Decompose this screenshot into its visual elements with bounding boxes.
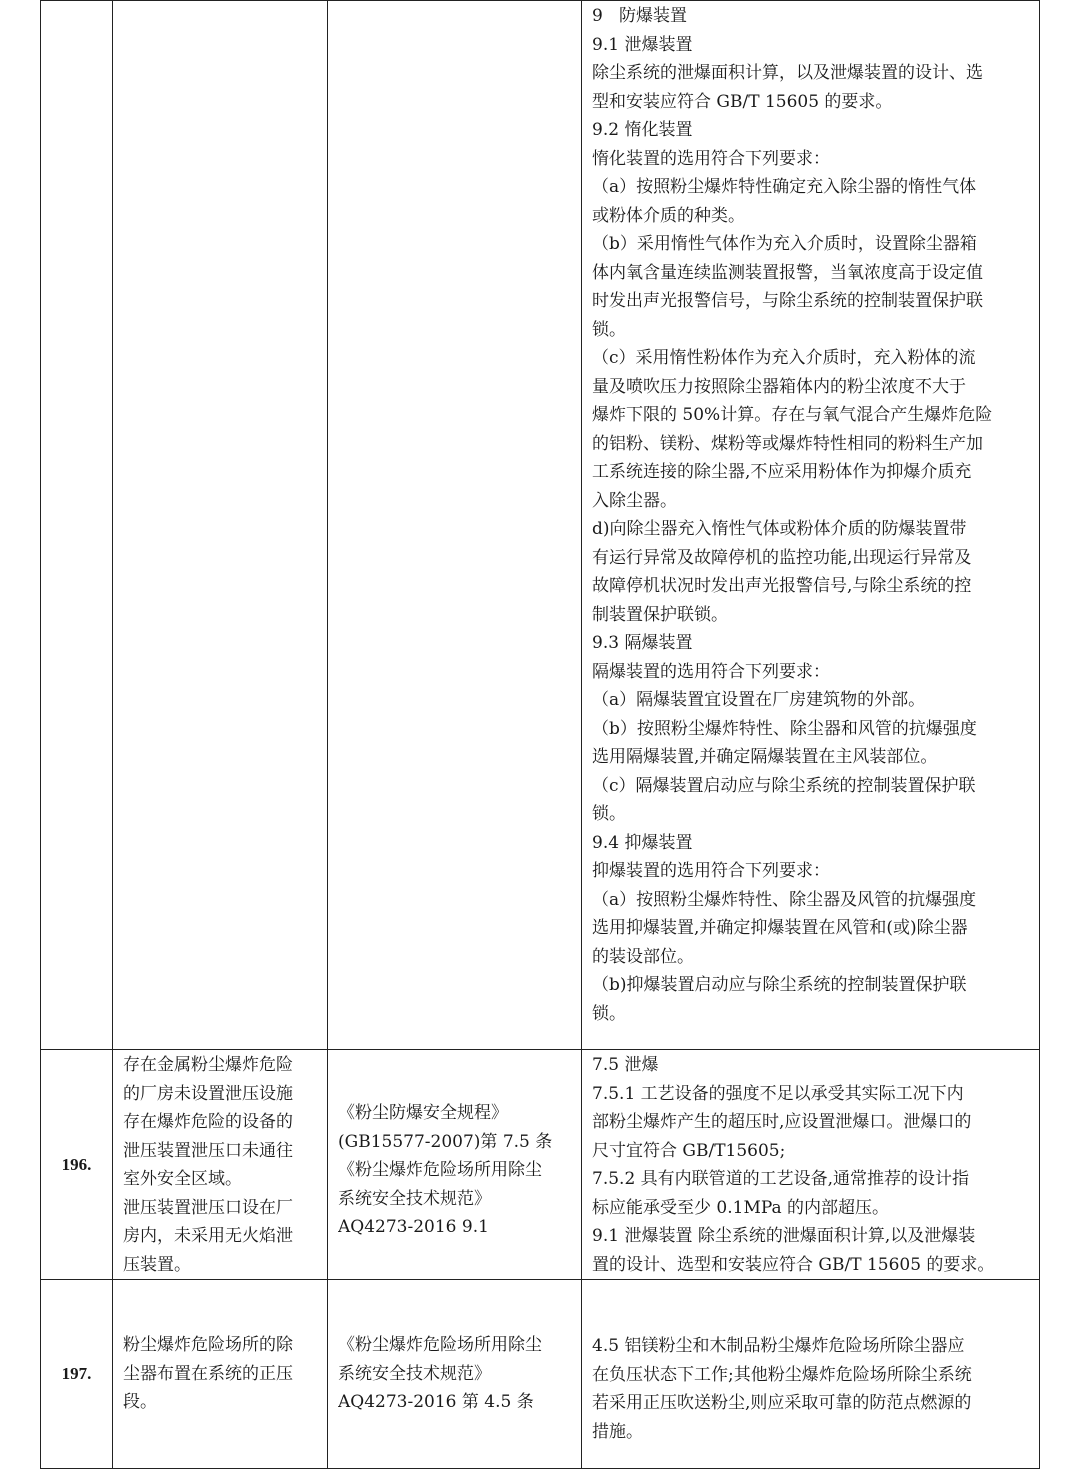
text-line: 抑爆装置的选用符合下列要求： bbox=[592, 861, 830, 881]
basis-cell bbox=[328, 1, 582, 1050]
text-line: 入除尘器。 bbox=[592, 490, 677, 511]
text-line: 选用抑爆装置,并确定抑爆装置在风管和(或)除尘器 bbox=[592, 918, 968, 938]
text-line: 存在爆炸危险的设备的 bbox=[123, 1112, 293, 1132]
text-line: 有运行异常及故障停机的监控功能,出现运行异常及 bbox=[592, 547, 972, 568]
text-line: 房内，未采用无火焰泄 bbox=[123, 1226, 293, 1246]
text-line: 《粉尘爆炸危险场所用除尘 bbox=[338, 1160, 542, 1181]
text-line: 的厂房未设置泄压设施 bbox=[123, 1083, 293, 1104]
text-line: 的装设部位。 bbox=[592, 946, 694, 967]
text-line: （b）采用惰性气体作为充入介质时，设置除尘器箱 bbox=[592, 234, 977, 254]
text-line: （a）按照粉尘爆炸特性、除尘器及风管的抗爆强度 bbox=[592, 889, 977, 910]
text-line: AQ4273-2016 第 4.5 条 bbox=[338, 1392, 534, 1413]
text-line: 泄压装置泄压口未通往 bbox=[123, 1140, 293, 1161]
text-line: 系统安全技术规范》 bbox=[338, 1363, 491, 1384]
text-line: 7.5 泄爆 bbox=[592, 1055, 659, 1075]
text-line: 在负压状态下工作;其他粉尘爆炸危险场所除尘系统 bbox=[592, 1364, 972, 1385]
table-row bbox=[41, 1280, 1040, 1469]
text-line: 惰化装置的选用符合下列要求： bbox=[592, 148, 830, 169]
row-number: 197. bbox=[41, 1280, 113, 1469]
text-line: d)向除尘器充入惰性气体或粉体介质的防爆装置带 bbox=[592, 519, 967, 539]
text-line: 故障停机状况时发出声光报警信号,与除尘系统的控 bbox=[592, 576, 972, 596]
regulation-table bbox=[40, 0, 1040, 1469]
standard-text bbox=[582, 1302, 1039, 1446]
text-line: （b）按照粉尘爆炸特性、除尘器和风管的抗爆强度 bbox=[592, 718, 977, 739]
text-line: 置的设计、选型和安装应符合 GB/T 15605 的要求。 bbox=[592, 1254, 995, 1275]
table-row bbox=[41, 1050, 1040, 1280]
text-line: （a）隔爆装置宜设置在厂房建筑物的外部。 bbox=[592, 690, 926, 710]
text-line: 9.1 泄爆装置 除尘系统的泄爆面积计算,以及泄爆装 bbox=[592, 1226, 976, 1246]
basis-cell bbox=[328, 1280, 582, 1469]
text-line: 9.3 隔爆装置 bbox=[592, 633, 693, 653]
text-line: 体内氧含量连续监测装置报警，当氧浓度高于设定值 bbox=[592, 262, 983, 283]
text-line: 隔爆装置的选用符合下列要求： bbox=[592, 661, 830, 682]
text-line: 7.5.1 工艺设备的强度不足以承受其实际工况下内 bbox=[592, 1083, 964, 1104]
hazard-text bbox=[113, 1050, 327, 1279]
hazard-cell bbox=[113, 1050, 328, 1280]
basis-text bbox=[328, 1331, 581, 1417]
text-line: 量及喷吹压力按照除尘器箱体内的粉尘浓度不大于 bbox=[592, 376, 966, 397]
text-line: (GB15577-2007)第 7.5 条 bbox=[338, 1131, 553, 1152]
row-number: 196. bbox=[41, 1050, 113, 1280]
hazard-cell bbox=[113, 1280, 328, 1469]
text-line: 标应能承受至少 0.1MPa 的内部超压。 bbox=[592, 1197, 890, 1218]
text-line: 型和安装应符合 GB/T 15605 的要求。 bbox=[592, 91, 893, 112]
standard-text bbox=[582, 1, 1039, 1028]
text-line: 室外安全区域。 bbox=[123, 1169, 242, 1189]
text-line: 段。 bbox=[123, 1392, 157, 1413]
text-line: 选用隔爆装置,并确定隔爆装置在主风装部位。 bbox=[592, 747, 938, 767]
text-line: 或粉体介质的种类。 bbox=[592, 205, 745, 226]
text-line: 系统安全技术规范》 bbox=[338, 1188, 491, 1209]
text-line: 9 防爆装置 bbox=[592, 6, 688, 26]
text-line: 锁。 bbox=[592, 319, 626, 340]
text-line: 若采用正压吹送粉尘,则应采取可靠的防范点燃源的 bbox=[592, 1393, 972, 1413]
text-line: 《粉尘爆炸危险场所用除尘 bbox=[338, 1335, 542, 1356]
hazard-cell bbox=[113, 1, 328, 1050]
hazard-text bbox=[113, 1331, 327, 1417]
text-line: 9.2 惰化装置 bbox=[592, 120, 693, 140]
text-line: 制装置保护联锁。 bbox=[592, 604, 728, 625]
text-line: 4.5 铝镁粉尘和木制品粉尘爆炸危险场所除尘器应 bbox=[592, 1336, 965, 1356]
standard-cell bbox=[582, 1280, 1040, 1469]
text-line: 9.1 泄爆装置 bbox=[592, 34, 693, 55]
text-line: 时发出声光报警信号，与除尘系统的控制装置保护联 bbox=[592, 291, 983, 311]
standard-cell bbox=[582, 1, 1040, 1050]
table-row bbox=[41, 1, 1040, 1050]
text-line: 工系统连接的除尘器,不应采用粉体作为抑爆介质充 bbox=[592, 462, 972, 482]
text-line: 爆炸下限的 50%计算。存在与氧气混合产生爆炸危险 bbox=[592, 405, 993, 425]
text-line: 措施。 bbox=[592, 1421, 643, 1442]
text-line: （c）隔爆装置启动应与除尘系统的控制装置保护联 bbox=[592, 775, 976, 796]
basis-text bbox=[328, 1087, 581, 1242]
text-line: 锁。 bbox=[592, 804, 626, 824]
text-line: 除尘系统的泄爆面积计算，以及泄爆装置的设计、选 bbox=[592, 63, 983, 83]
row-number bbox=[41, 1, 113, 1050]
text-line: 锁。 bbox=[592, 1003, 626, 1024]
text-line: （c）采用惰性粉体作为充入介质时，充入粉体的流 bbox=[592, 348, 976, 368]
text-line: 7.5.2 具有内联管道的工艺设备,通常推荐的设计指 bbox=[592, 1169, 970, 1189]
text-line: 压装置。 bbox=[123, 1254, 191, 1275]
text-line: AQ4273-2016 9.1 bbox=[338, 1217, 489, 1238]
text-line: 9.4 抑爆装置 bbox=[592, 832, 693, 853]
text-line: 泄压装置泄压口设在厂 bbox=[123, 1197, 293, 1218]
text-line: 尘器布置在系统的正压 bbox=[123, 1363, 293, 1384]
standard-cell bbox=[582, 1050, 1040, 1280]
standard-text bbox=[582, 1050, 1039, 1279]
text-line: 部粉尘爆炸产生的超压时,应设置泄爆口。泄爆口的 bbox=[592, 1112, 972, 1132]
basis-cell bbox=[328, 1050, 582, 1280]
text-line: 尺寸宜符合 GB/T15605; bbox=[592, 1140, 786, 1161]
text-line: （a）按照粉尘爆炸特性确定充入除尘器的惰性气体 bbox=[592, 177, 977, 197]
text-line: （b)抑爆装置启动应与除尘系统的控制装置保护联 bbox=[592, 975, 967, 995]
text-line: 存在金属粉尘爆炸危险 bbox=[123, 1055, 293, 1075]
text-line: 《粉尘防爆安全规程》 bbox=[338, 1103, 508, 1124]
text-line: 粉尘爆炸危险场所的除 bbox=[123, 1335, 293, 1356]
text-line: 的铝粉、镁粉、煤粉等或爆炸特性相同的粉料生产加 bbox=[592, 433, 983, 454]
